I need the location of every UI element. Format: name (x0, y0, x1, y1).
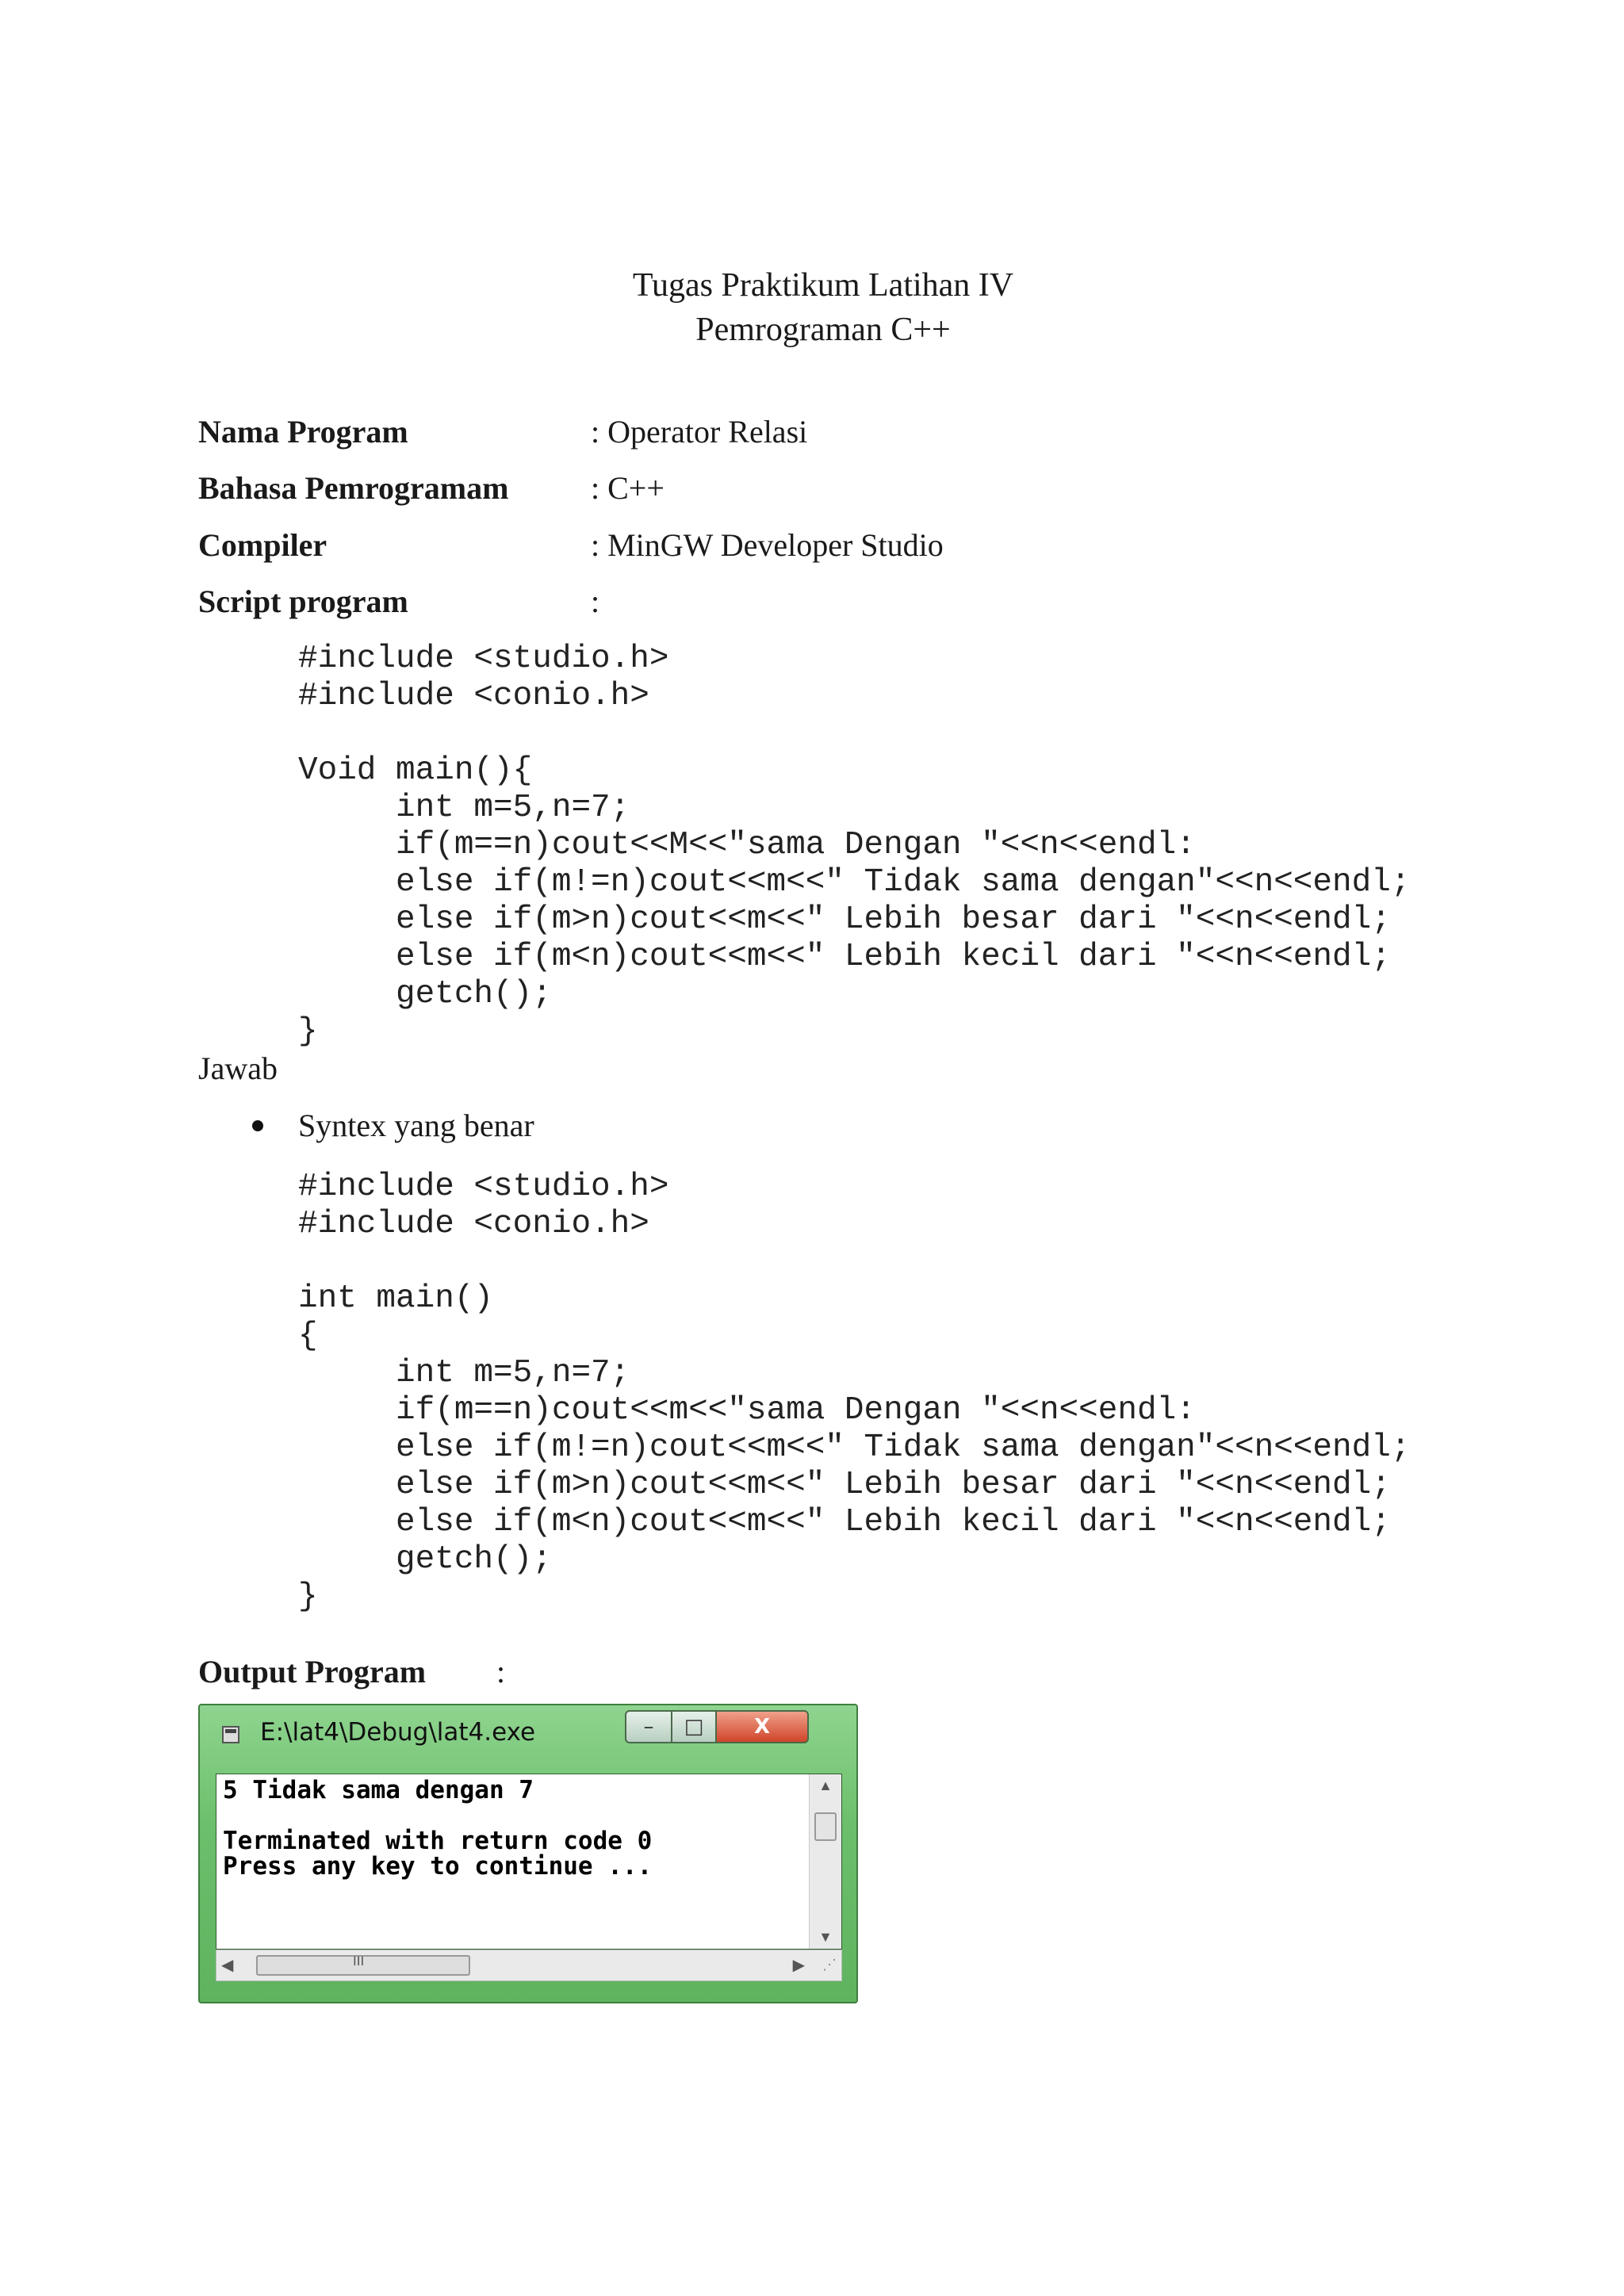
meta-value: : (591, 584, 600, 619)
scroll-grip: III (353, 1954, 365, 1969)
console-output-text (223, 1777, 652, 1879)
code-line: getch(); (298, 1541, 552, 1578)
meta-value: : Operator Relasi (591, 414, 808, 450)
bullet-icon (252, 1120, 263, 1131)
document-subtitle: Pemrograman C++ (695, 312, 951, 348)
meta-label: Nama Program (198, 414, 408, 450)
output-colon: : (496, 1654, 506, 1689)
scroll-right-icon[interactable]: ▶ (792, 1957, 805, 1974)
scroll-down-icon[interactable]: ▼ (818, 1929, 833, 1945)
answer-code-block (298, 1169, 1410, 1616)
code-line: else if(m<n)cout<<m<<" Lebih kecil dari "<<n<<endl; (298, 1504, 1391, 1540)
horizontal-scroll-thumb[interactable] (256, 1955, 470, 1976)
code-line: else if(m!=n)cout<<m<<" Tidak sama dengan"<<n<<endl; (298, 864, 1411, 901)
code-line: #include <conio.h> (298, 1206, 649, 1242)
code-line: else if(m<n)cout<<m<<" Lebih kecil dari "<<n<<endl; (298, 939, 1391, 975)
console-app-icon (222, 1726, 239, 1743)
code-line (298, 1243, 1410, 1280)
minimize-button[interactable]: – (625, 1710, 672, 1743)
code-line: if(m==n)cout<<m<<"sama Dengan "<<n<<endl: (298, 1392, 1196, 1429)
scroll-up-icon[interactable]: ▲ (818, 1777, 833, 1793)
code-line: int m=5,n=7; (298, 790, 630, 826)
console-titlebar[interactable] (200, 1705, 856, 1774)
code-line: getch(); (298, 976, 552, 1012)
console-line (223, 1803, 652, 1828)
code-line: int m=5,n=7; (298, 1355, 630, 1391)
console-line: 5 Tidak sama dengan 7 (223, 1776, 534, 1804)
output-label: Output Program (198, 1654, 427, 1689)
code-line: else if(m!=n)cout<<m<<" Tidak sama dengan"<<n<<endl; (298, 1429, 1411, 1466)
close-button[interactable]: X (715, 1710, 809, 1743)
console-line: Terminated with return code 0 (223, 1827, 653, 1855)
horizontal-scrollbar[interactable] (216, 1950, 842, 1981)
code-line: #include <studio.h> (298, 1169, 669, 1205)
meta-label: Compiler (198, 527, 327, 563)
console-title: E:\lat4\Debug\lat4.exe (260, 1718, 536, 1747)
code-line: } (298, 1578, 318, 1615)
console-line: Press any key to continue ... (223, 1852, 653, 1881)
resize-grip-icon[interactable]: ⋰ (822, 1957, 837, 1973)
code-line: #include <conio.h> (298, 678, 649, 714)
answer-bullet-text: Syntex yang benar (298, 1108, 534, 1143)
meta-value: : MinGW Developer Studio (591, 527, 944, 563)
code-line: else if(m>n)cout<<m<<" Lebih besar dari "<<n<<endl; (298, 1467, 1391, 1503)
script-code-block (298, 641, 1410, 1050)
meta-value: : C++ (591, 470, 665, 506)
code-line (298, 715, 1410, 752)
code-line: Void main(){ (298, 752, 533, 789)
document-title: Tugas Praktikum Latihan IV (632, 267, 1014, 304)
code-line: if(m==n)cout<<M<<"sama Dengan "<<n<<endl: (298, 827, 1196, 863)
code-line: { (298, 1318, 318, 1354)
code-line: else if(m>n)cout<<m<<" Lebih besar dari "<<n<<endl; (298, 901, 1391, 938)
code-line: } (298, 1013, 318, 1050)
meta-label: Script program (198, 584, 408, 619)
vertical-scroll-thumb[interactable] (814, 1812, 837, 1841)
code-line: int main() (298, 1280, 494, 1317)
code-line: #include <studio.h> (298, 641, 669, 677)
console-output-area[interactable] (216, 1774, 842, 1950)
answer-label: Jawab (198, 1050, 278, 1086)
meta-label: Bahasa Pemrogramam (198, 470, 509, 506)
maximize-button[interactable]: □ (671, 1710, 717, 1743)
vertical-scrollbar[interactable] (809, 1774, 841, 1949)
scroll-left-icon[interactable]: ◀ (221, 1957, 234, 1974)
console-window (198, 1704, 858, 2003)
